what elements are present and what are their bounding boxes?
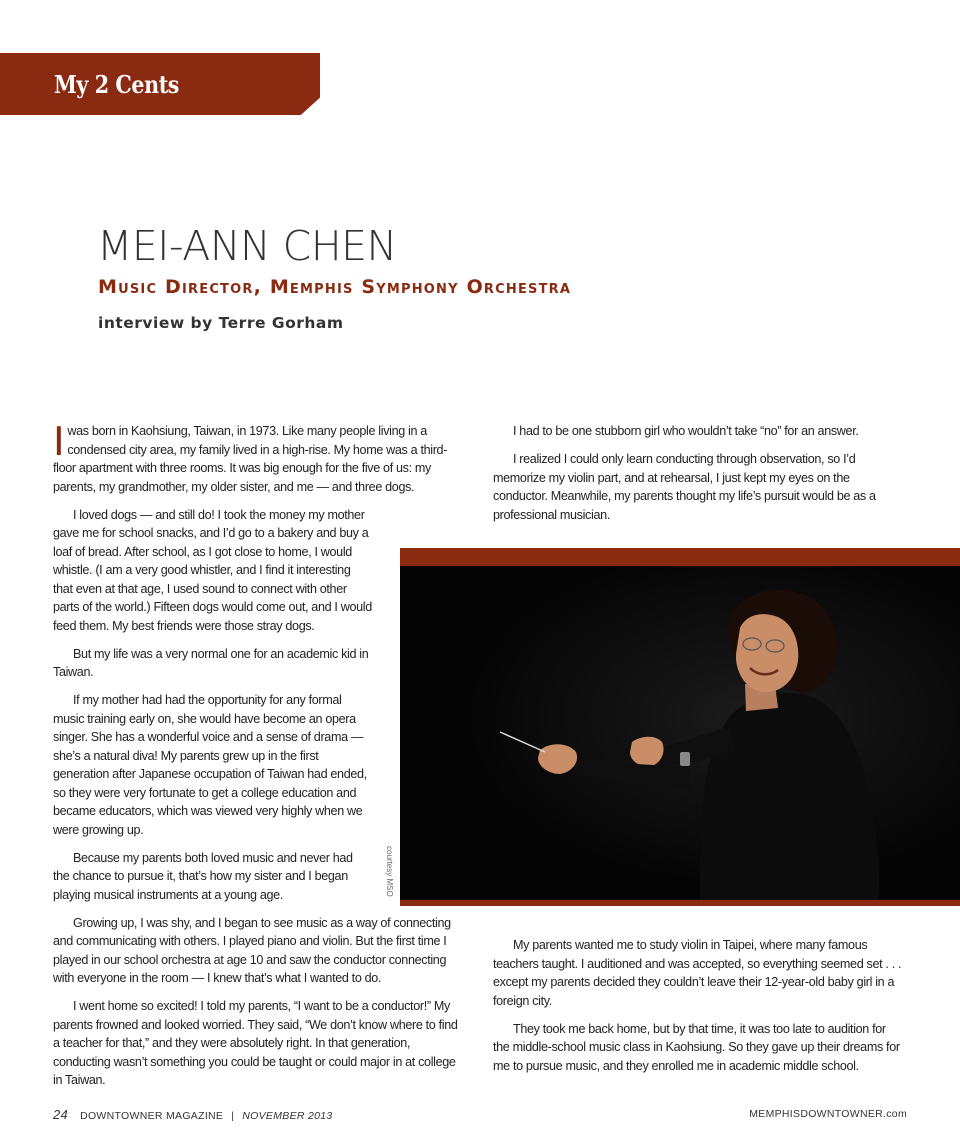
conductor-illustration [400, 566, 960, 900]
paragraph: Because my parents both loved music and never had the chance to pursue it, that’s how my sister and I began playing musical instruments at a young age. [53, 850, 353, 902]
paragraph: I had to be one stubborn girl who wouldn’t take “no” for an answer. [513, 424, 859, 438]
page-number: 24 [53, 1107, 69, 1122]
website-link[interactable]: MEMPHISDOWNTOWNER.com [749, 1108, 907, 1120]
interviewee-role: Music Director, Memphis Symphony Orchestra [98, 276, 572, 298]
right-column-top [493, 422, 905, 534]
photo-credit: courtesy MSO [385, 846, 394, 897]
conductor-photo [400, 566, 960, 900]
paragraph: I went home so excited! I told my parents, “I want to be a conductor!” My parents frowned and looked worried. They said, “We don’t know where to find a teacher for that,” and they were absolutely right. In that generation, conducting wasn’t something you could be taught or could major in at college in Taiwan. [53, 999, 458, 1087]
footer-left [53, 1107, 333, 1122]
paragraph: Growing up, I was shy, and I began to see music as a way of connecting and communicating with others. I played piano and violin. But the first time I played in our school orchestra at age 10 and saw the conductor connecting with everyone in the room — I knew that’s what I wanted to do. [53, 915, 451, 985]
paragraph: I realized I could only learn conducting through observation, so I’d memorize my violin part, and at rehearsal, I just kept my eyes on the conductor. Meanwhile, my parents thought my life’s pursuit would be as a professional musician. [493, 452, 876, 522]
paragraph: They took me back home, but by that time, it was too late to audition for the middle-school music class in Kaohsiung. So they gave up their dreams for me to pursue music, and they enrolled me in academic middle school. [493, 1021, 900, 1073]
paragraph: But my life was a very normal one for an academic kid in Taiwan. [53, 646, 369, 679]
section-label: My 2 Cents [54, 70, 179, 99]
byline: interview by Terre Gorham [98, 314, 344, 332]
paragraph: If my mother had had the opportunity for any formal music training early on, she would have become an opera singer. She has a wonderful voice and a sense of drama — she’s a natural diva! My parents grew up in the first generation after Japanese occupation of Taiwan had ended, so they were very fortunate to get a college education and became educators, which was viewed very highly when we were growing up. [53, 693, 367, 837]
magazine-name: DOWNTOWNER MAGAZINE [80, 1110, 224, 1122]
paragraph: I loved dogs — and still do! I took the money my mother gave me for school snacks, and I’d go to a bakery and buy a loaf of bread. After school, as I got close to home, I would whistle. (I am a very good whistler, and I find it interesting that even at that age, I used sound to connect with other parts of the world.) Fifteen dogs would come out, and I would feed them. My best friends were those stray dogs. [53, 507, 372, 633]
drop-cap: I [53, 417, 65, 464]
paragraph: Iwas born in Kaohsiung, Taiwan, in 1973. Like many people living in a condensed city area, my family lived in a high-rise. My home was a third-floor apartment with three rooms. It was big enough for the five of us: my parents, my grandmother, my older sister, and me — and three dogs. [53, 417, 448, 494]
paragraph: My parents wanted me to study violin in Taipei, where many famous teachers taught. I auditioned and was accepted, so everything seemed set . . . except my parents decided they couldn’t leave their 12-year-old baby girl in a foreign city. [493, 938, 902, 1008]
interviewee-name: MEI-ANN CHEN [97, 222, 397, 270]
issue-date: NOVEMBER 2013 [242, 1110, 333, 1122]
footer-separator: | [231, 1110, 235, 1122]
right-column-bottom [493, 936, 905, 1085]
